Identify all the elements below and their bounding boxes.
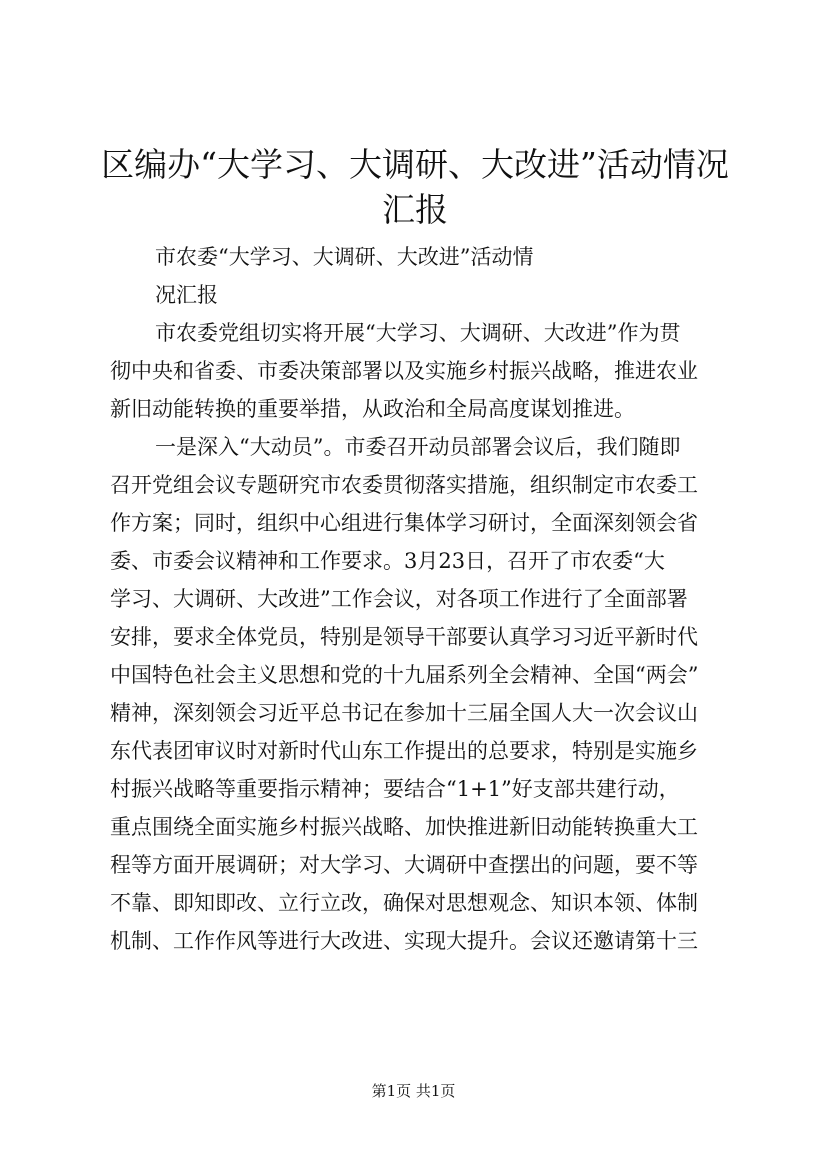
body-line: 程等方面开展调研；对大学习、大调研中查摆出的问题，要不等 bbox=[110, 853, 698, 877]
body-line: 况汇报 bbox=[155, 283, 218, 307]
body-line: 学习、大调研、大改进”工作会议，对各项工作进行了全面部署 bbox=[110, 587, 688, 611]
body-line: 东代表团审议时对新时代山东工作提出的总要求，特别是实施乡 bbox=[110, 739, 698, 763]
body-line: 机制、工作作风等进行大改进、实现大提升。会议还邀请第十三 bbox=[110, 929, 698, 953]
body-line: 重点围绕全面实施乡村振兴战略、加快推进新旧动能转换重大工 bbox=[110, 815, 698, 839]
title-line-2: 汇报 bbox=[382, 190, 448, 229]
body-line: 市农委党组切实将开展“大学习、大调研、大改进”作为贯 bbox=[155, 321, 681, 345]
body-line: 不靠、即知即改、立行立改，确保对思想观念、知识本领、体制 bbox=[110, 891, 698, 915]
body-line: 新旧动能转换的重要举措，从政治和全局高度谋划推进。 bbox=[110, 397, 635, 421]
document-body bbox=[110, 238, 722, 960]
document-title bbox=[95, 142, 735, 232]
body-line: 作方案；同时，组织中心组进行集体学习研讨，全面深刻领会省 bbox=[110, 511, 698, 535]
title-line-1: 区编办“大学习、大调研、大改进”活动情况 bbox=[101, 145, 729, 184]
body-line: 委、市委会议精神和工作要求。3月23日，召开了市农委“大 bbox=[110, 549, 665, 573]
body-line: 村振兴战略等重要指示精神；要结合“1+1”好支部共建行动， bbox=[110, 777, 680, 801]
body-line: 召开党组会议专题研究市农委贯彻落实措施，组织制定市农委工 bbox=[110, 473, 698, 497]
body-line: 一是深入“大动员”。市委召开动员部署会议后，我们随即 bbox=[155, 435, 681, 459]
page-number-footer: 第1页 共1页 bbox=[371, 1082, 456, 1100]
body-line: 中国特色社会主义思想和党的十九届系列全会精神、全国“两会” bbox=[110, 663, 699, 687]
body-line: 精神，深刻领会习近平总书记在参加十三届全国人大一次会议山 bbox=[110, 701, 698, 725]
body-line: 市农委“大学习、大调研、大改进”活动情 bbox=[155, 245, 534, 269]
body-line: 彻中央和省委、市委决策部署以及实施乡村振兴战略，推进农业 bbox=[110, 359, 698, 383]
body-line: 安排，要求全体党员，特别是领导干部要认真学习习近平新时代 bbox=[110, 625, 698, 649]
